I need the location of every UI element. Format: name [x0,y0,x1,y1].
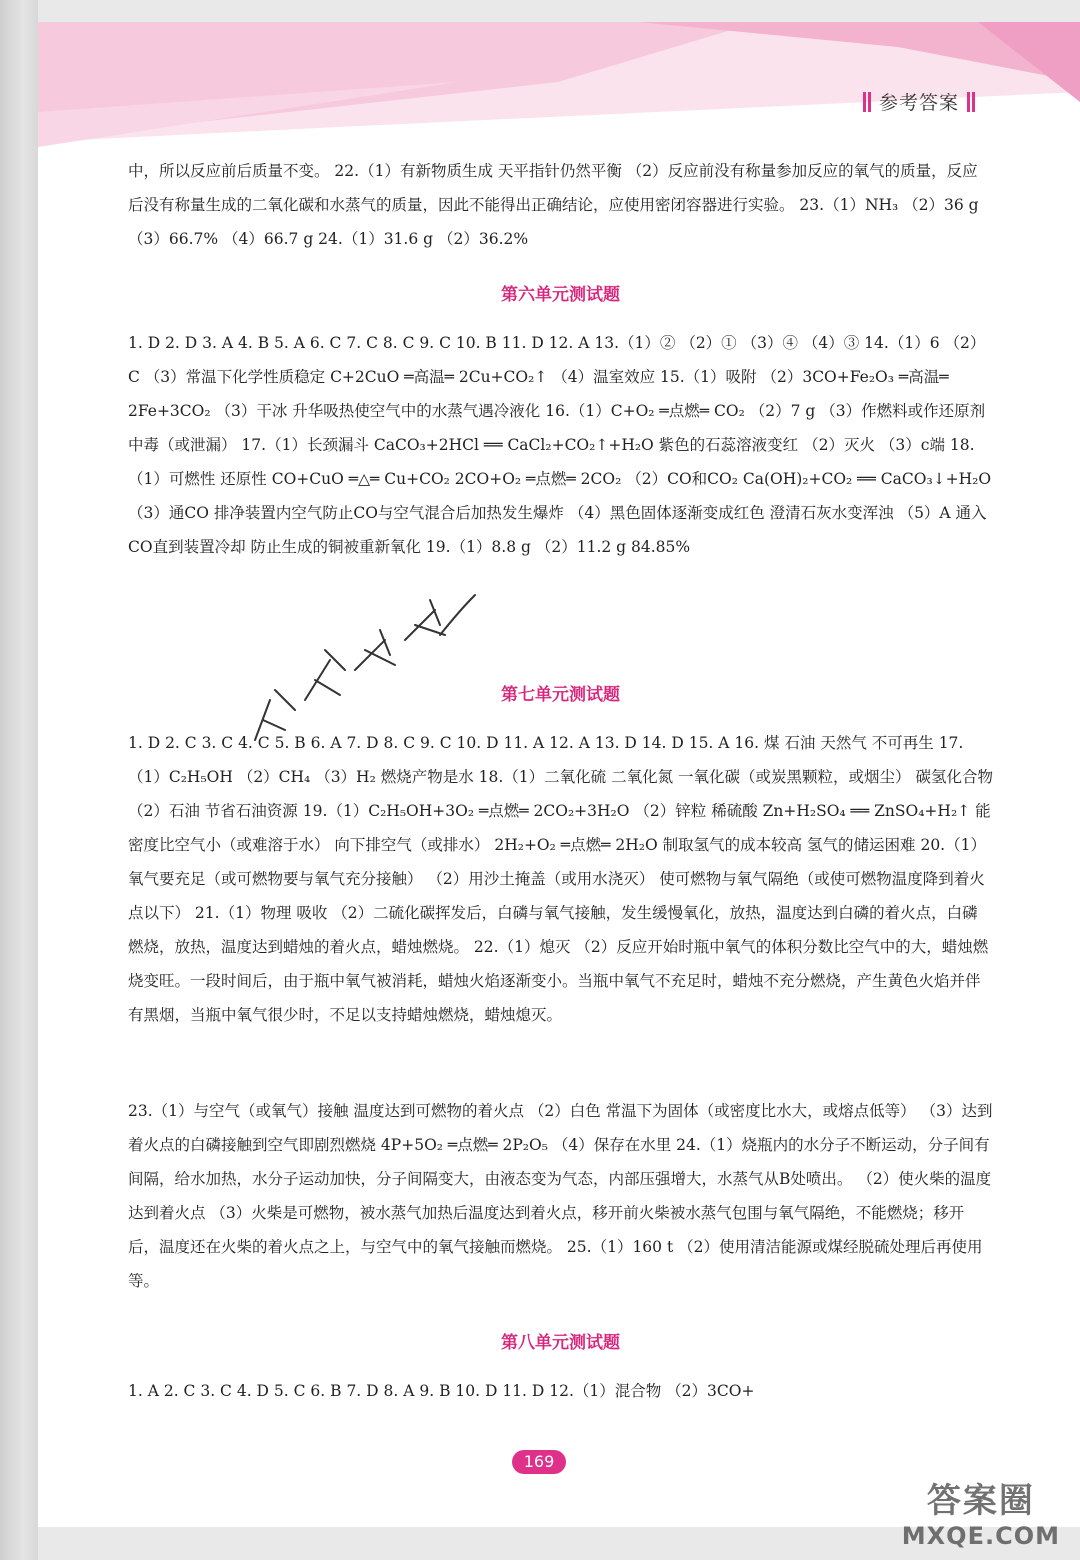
paragraph-unit5-end: 中，所以反应前后质量不变。 22.（1）有新物质生成 天平指针仍然平衡 （2）反应前没有称量参加反应的氧气的质量，反应后没有称量生成的二氧化碳和水蒸气的质量，因此不能得出正确结论，应使用密闭容器进行实验。 23.（1）NH₃ （2）36 g （3）66.7% （4）66.7 g 24.（1）31.6 g （2）36.2% [128,162,984,248]
page-binding-edge [0,0,38,1560]
header-tag-label: 参考答案 [878,92,959,114]
document-page [38,22,1080,1527]
paragraph-unit7-answers: 1. D 2. C 3. C 4. C 5. B 6. A 7. D 8. C 9. C 10. D 11. A 12. A 13. D 14. D 15. A 16. 煤 石油 天然气 不可再生 17.（1）C₂H₅OH （2）CH₄ （3）H₂ 燃烧产物是水 18.（1）二氧化硫 二氧化氮 一氧化碳（或炭黑颗粒，或烟尘） 碳氢化合物 （2）石油 节省石油资源 19.（1）C₂H₅OH+3O₂ ═点燃═ 2CO₂+3H₂O （2）锌粒 稀硫酸 Zn+H₂SO₄ ══ ZnSO₄+H₂↑ 能 密度比空气小（或难溶于水） 向下排空气（或排水） 2H₂+O₂ ═点燃═ 2H₂O 制取氢气的成本较高 氢气的储运困难 20.（1）氧气要充足（或可燃物要与氧气充分接触） （2）用沙土掩盖（或用水浇灭） 使可燃物与氧气隔绝（或使可燃物温度降到着火点以下） 21.（1）物理 吸收 （2）二硫化碳挥发后，白磷与氧气接触，发生缓慢氧化，放热，温度达到白磷的着火点，白磷燃烧，放热，温度达到蜡烛的着火点，蜡烛燃烧。 22.（1）熄灭 （2）反应开始时瓶中氧气的体积分数比空气中的大，蜡烛燃烧变旺。一段时间后，由于瓶中氧气被消耗，蜡烛火焰逐渐变小。当瓶中氧气不充足时，蜡烛不充分燃烧，产生黄色火焰并伴有黑烟，当瓶中氧气很少时，不足以支持蜡烛燃烧，蜡烛熄灭。 [128,734,998,1024]
handwritten-scribble [235,580,495,760]
header-answer-tag [862,88,976,115]
paragraph-unit8-answers: 1. A 2. C 3. C 4. D 5. C 6. B 7. D 8. A 9. B 10. D 11. D 12.（1）混合物 （2）3CO+ [128,1382,755,1400]
watermark-url: MXQE.COM [901,1522,1060,1550]
watermark-title: 答案圈 [926,1481,1035,1521]
paragraph-unit7-continued: 23.（1）与空气（或氧气）接触 温度达到可燃物的着火点 （2）白色 常温下为固体（或密度比水大，或熔点低等） （3）达到着火点的白磷接触到空气即剧烈燃烧 4P+5O₂ ═点燃═ 2P₂O₅ （4）保存在水里 24.（1）烧瓶内的水分子不断运动，分子间有间隔，给水加热，水分子运动加快，分子间隔变大，由液态变为气态，内部压强增大，水蒸气从B处喷出。 （2）使火柴的温度达到着火点 （3）火柴是可燃物，被水蒸气加热后温度达到着火点，移开前火柴被水蒸气包围与氧气隔绝，不能燃烧；移开后，温度还在火柴的着火点之上，与空气中的氧气接触而燃烧。 25.（1）160 t （2）使用清洁能源或煤经脱硫处理后再使用等。 [128,1102,993,1290]
heading-unit8: 第八单元测试题 [501,1333,620,1353]
site-watermark [902,1473,1060,1550]
page-number-badge: 169 [512,1450,566,1474]
heading-unit6: 第六单元测试题 [501,285,620,305]
heading-unit7: 第七单元测试题 [501,685,620,705]
paragraph-unit6-answers: 1. D 2. D 3. A 4. B 5. A 6. C 7. C 8. C 9. C 10. B 11. D 12. A 13.（1）② （2）① （3）④ （4）③ 14.（1）6 （2）C （3）常温下化学性质稳定 C+2CuO ═高温═ 2Cu+CO₂↑ （4）温室效应 15.（1）吸附 （2）3CO+Fe₂O₃ ═高温═ 2Fe+3CO₂ （3）干冰 升华吸热使空气中的水蒸气遇冷液化 16.（1）C+O₂ ═点燃═ CO₂ （2）7 g （3）作燃料或作还原剂 中毒（或泄漏） 17.（1）长颈漏斗 CaCO₃+2HCl ══ CaCl₂+CO₂↑+H₂O 紫色的石蕊溶液变红 （2）灭火 （3）c端 18.（1）可燃性 还原性 CO+CuO ═△═ Cu+CO₂ 2CO+O₂ ═点燃═ 2CO₂ （2）CO和CO₂ Ca(OH)₂+CO₂ ══ CaCO₃↓+H₂O （3）通CO 排净装置内空气防止CO与空气混合后加热发生爆炸 （4）黑色固体逐渐变成红色 澄清石灰水变浑浊 （5）A 通入CO直到装置冷却 防止生成的铜被重新氧化 19.（1）8.8 g （2）11.2 g 84.85% [128,334,997,556]
